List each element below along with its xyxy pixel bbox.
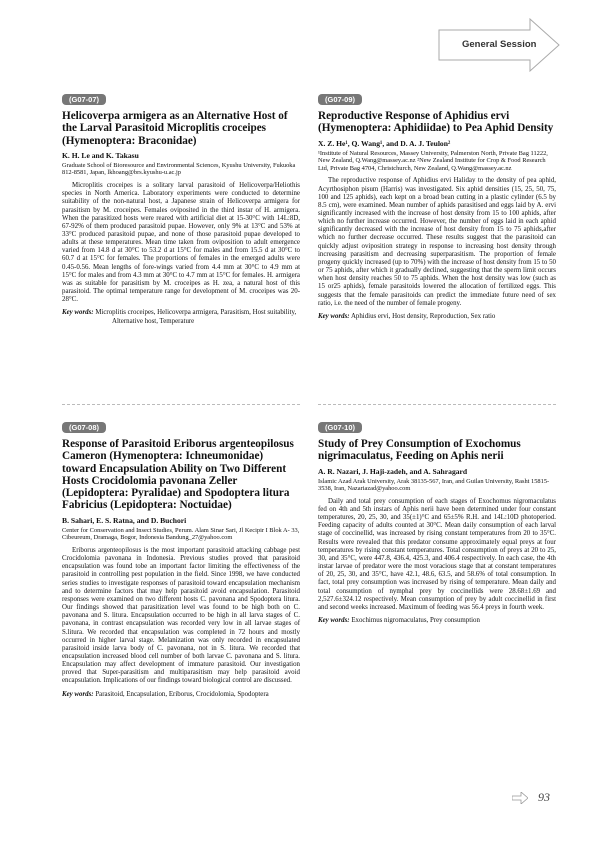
article-authors: K. H. Le and K. Takasu: [62, 150, 139, 160]
article-keywords: [62, 691, 300, 699]
article-title: Helicoverpa armigera as an Alternative Host of the Larval Parasitoid Microplitis croceipes (Hymenoptera: Braconidae): [62, 110, 288, 147]
article-authors: X. Z. He¹, Q. Wang¹, and D. A. J. Teulon²: [318, 138, 451, 148]
article-g07-10: [318, 417, 556, 625]
article-keywords: [62, 309, 300, 325]
article-g07-09: [318, 89, 556, 321]
keywords-label: Key words:: [318, 616, 350, 624]
article-authors: B. Sahari, E. S. Ratna, and D. Buchori: [62, 515, 187, 525]
section-divider: [318, 404, 556, 405]
article-code: (G07-07): [62, 94, 106, 105]
section-divider: [62, 404, 300, 405]
session-label: General Session: [462, 39, 537, 50]
article-abstract: Microplitis croceipes is a solitary larval parasitoid of Helicoverpa/Heliothis species in North America. Laboratory experiments were conducted to determine suitability of the non-natural host, a Japanese strain of Helicoverpa armigera for parasitism by M. croceipes. Females oviposited in the third instar of H. armigera. When the parasitized hosts were reared with artificial diet at 15-30°C with 14L:8D, 67-92% of them produced parasitoid pupae. However, only 9% at 13°C and 53% at 33°C produced parasitoid pupae, and none of those parasitoid pupae developed to adults at these temperatures. Mean time taken from oviposition to adult emergence varied from 14.8 d at 30°C to 53.2 d at 15°C for males and from 15.5 d at 30°C to 60.7 d at 15°C for females. The proportions of females in the emerged adults were 0.45-0.56. Mean lengths of fore-wings varied from 4.4 mm at 30°C to 4.9 mm at 15°C for males and from 4.3 mm at 30°C to 4.7 mm at 15°C for females. H. armigera was as suitable for parasitism by M. croceipes as H. zea, a natural host of this parasitoid. The optimal temperature range for development of M. croceipes was 20-28°C.: [62, 182, 300, 304]
article-affiliation: Center for Conservation and Insect Studies, Perum. Alam Sinar Sari, Jl Kecipir I Blok A- 33, Cibeureum, Dramaga, Bogor, Indonesia Bandung_27@yahoo.com: [62, 526, 300, 542]
article-abstract: Daily and total prey consumption of each stages of Exochomus nigromaculatus fed on 4th and 5th instars of Aphis nerii have been determined under four constant temperatures, 20, 25, 30, and 35(±1)°C and 65±5% R.H. and 14L:10D photoperiod. Feeding capacity of adults counted at 30°C. Mean daily consumption of each larval stage of coccinellid, was increased by rising constant temperatures from 20 to 35°C. Results were revealed that this predator consume approximately equal preys at four temperatures by rising constant temperatures. Total consumption of preys at 20 to 25, 30, and 35°C, were 447.8, 436.4, 425.3, and 406.4 respectively. In each case, the 4th instar larvae of predator were the most voracious stage that at constant temperatures of 20, 25, 30, and 35°C, have 42.1, 48.6, 63.5, and 58.6% of total consumption. In fact, total prey consumption was increased by rising of temperature. Mean daily and total consumption of nymphal prey by coccinellids were 28.68±1.69 and 2,527.6±324.12 respectively. Mean consumption of prey by adult coccinellid in first and second weeks increased. Maximum of feeding was 56.4 preys in fourth week.: [318, 497, 556, 611]
article-g07-08: [62, 417, 300, 699]
article-g07-07: [62, 89, 300, 326]
article-authors: A. R. Nazari, J. Haji-zadeh, and A. Sahragard: [318, 466, 468, 476]
article-title: Study of Prey Consumption of Exochomus nigrimaculatus, Feeding on Aphis nerii: [318, 438, 521, 463]
article-affiliation: Islamic Azad Arak University, Arak 38135-567, Iran, and Guilan University, Rasht 15815-3538, Iran, Nazariazad@yahoo.com: [318, 477, 550, 493]
article-affiliation: Graduate School of Bioresource and Environmental Sciences, Kyushu University, Fukuoka 812-8581, Japan, lkhoang@brs.kyushu-u.ac.jp: [62, 161, 296, 177]
article-keywords: [318, 313, 556, 321]
article-title: Reproductive Response of Aphidius ervi (Hymenoptera: Aphidiidae) to Pea Aphid Density: [318, 110, 554, 135]
article-code: (G07-09): [318, 94, 362, 105]
keywords-text: Aphidius ervi, Host density, Reproduction, Sex ratio: [350, 312, 496, 320]
page-number: 93: [538, 790, 550, 804]
keywords-text: Microplitis croceipes, Helicoverpa armigera, Parasitism, Host suitability, Alternative host, Temperature: [95, 309, 297, 325]
keywords-label: Key words:: [62, 690, 94, 698]
article-abstract: Eriborus argenteopilosus is the most important parasitoid attacking cabbage pest Crocidolomia pavonana in Indonesia. Previous studies proved that parasitoid encapsulation was found tobe an important factor limiting the effectiveness of the parasitoid in controlling pest population in the field. Since 1998, we have conducted series studies to investigate responses of parasitoid toward encapsulation mechanism and to determine factors that may help parasitoid avoid encapsulation. Parasitoid responses were examined on two different hosts C. pavonana and Spodoptera litura. Our findings showed that parasitization level was found to be high both on C. pavonana and S. litura. Encapsulation occurred to be high in all larva stages of C. pavonana, in contrast encapsulation was recorded very low in all larvae stages of S.litura. We recorded that encapsulation was completed in 72 hours and mostly occurred in higher larval stage. Melanization was only recorded in encapsulated parasitoid inside larva body of C. pavonana, not in S. litura. We recorded that encapsulation increased blood cell number of both larvae C. pavonana and S. litura. Encapsulation may affect development of immature parasitoid. Our investigation proved that Super-parasitism and multiparasitism may help parasitoid avoid encapsulation. Implications of our findings toward biological control are discussed.: [62, 546, 300, 685]
article-keywords: [318, 617, 556, 625]
keywords-label: Key words:: [62, 309, 94, 317]
keywords-text: Exochimus nigromaculatus, Prey consumption: [351, 616, 480, 624]
keywords-text: Parasitoid, Encapsulation, Eriborus, Crocidolomia, Spodoptera: [95, 690, 269, 698]
page-arrow-icon: [512, 792, 528, 804]
article-affiliation: ¹Institute of Natural Resources, Massey University, Palmerston North, Private Bag 11222, New Zealand, Q.Wang@massey.ac.nz ²New Zealand Institute for Crop & Food Research Ltd, Private Bag 4704, Christchurch, New Zealand, Q.Wang@massey.ac.nz: [318, 149, 548, 172]
article-code: (G07-08): [62, 422, 106, 433]
keywords-label: Key words:: [318, 312, 350, 320]
article-abstract: The reproductive response of Aphidius ervi Haliday to the density of pea aphid, Acyrthosiphon pisum (Harris) was investigated. Six aphid densities (15, 25, 50, 75, 100 and 125 aphids), each kept on a broad bean cutting in a plastic cylinder (6.5 by 8.5 cm), were examined. Mean number of aphids parasitised and eggs laid by A. ervi significantly increased with the increase of host density from 15 to 100 aphids, after which no further increase occurred. However, the number of eggs laid in each aphid significantly decreased with the increase of host density from 15 to 75 aphids,after which no further decrease occurred. These results suggest that the parasitoid can quickly adjust oviposition strategy in response to increasing host density through increasing parasitism and decreasing superparasitism. The proportion of female progeny quickly increased (up to 70%) with the increase of host density from 15 to 50 or 75 aphids, after which it gradually declined, suggesting that the sperm limit occurs when host density reaches 50 to 75 aphids. When the host density was low (such as 15 or25 aphids), female parasitoids lowered the allocation of fertilized eggs. This suggests that the female parasitoids can predict the immediate future need of sex ratio, i.e. the need of the number of female progeny.: [318, 177, 556, 307]
article-code: (G07-10): [318, 422, 362, 433]
article-title: Response of Parasitoid Eriborus argenteopilosus Cameron (Hymenoptera: Ichneumonidae) toward Encapsulation Ability on Two Different Hosts Crocidolomia pavonana Zeller (Lepidoptera: Pyralidae) and Spodoptera litura Fabricius (Lepidoptera: Noctuidae): [62, 438, 294, 512]
